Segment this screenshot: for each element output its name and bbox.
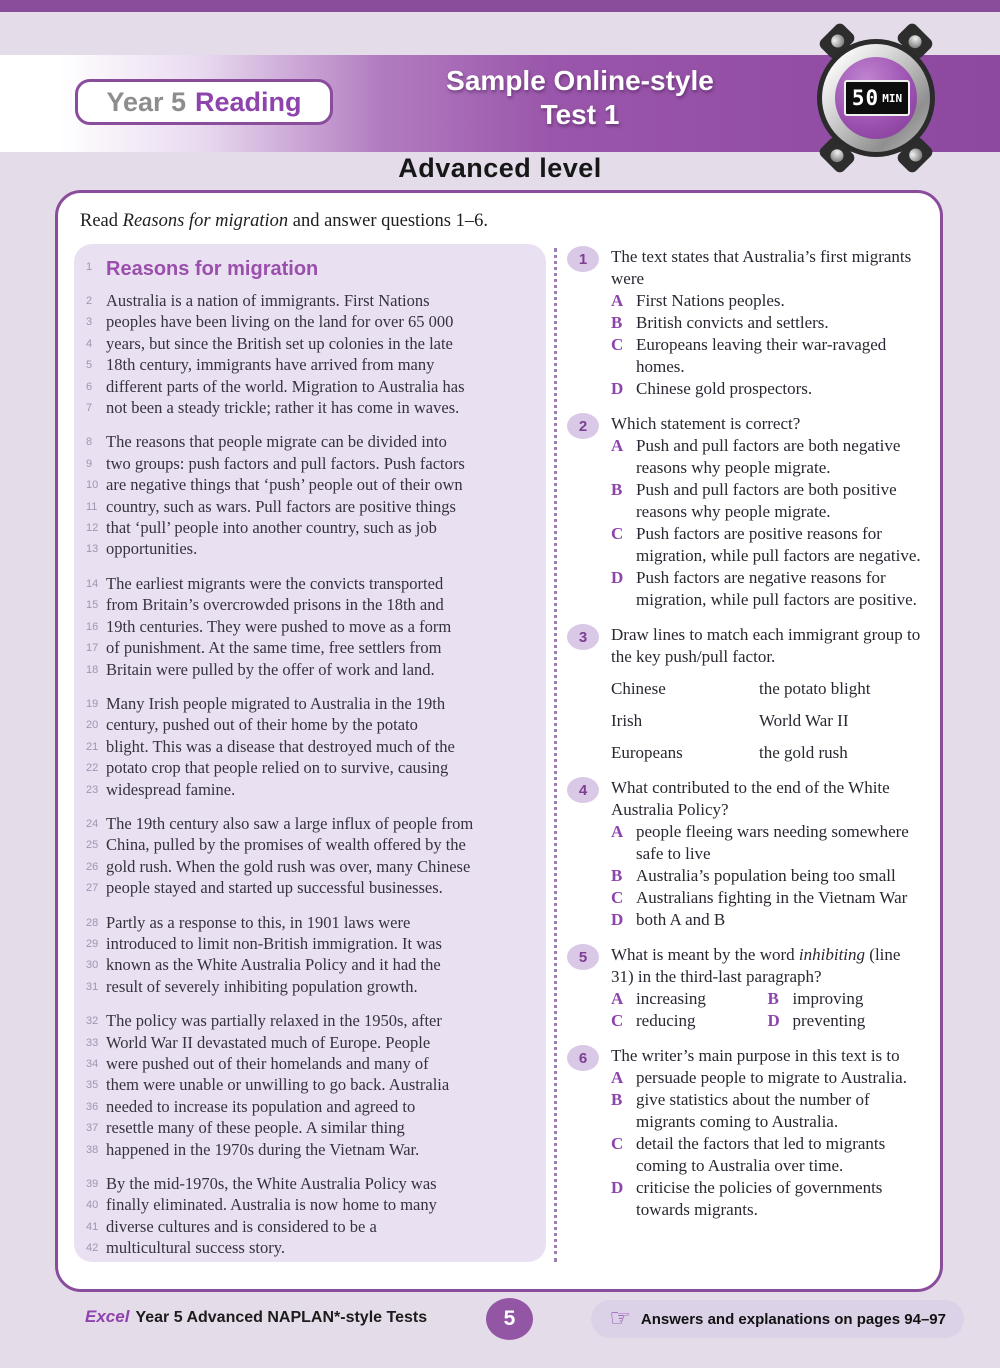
passage-paragraph [80, 573, 536, 680]
passage-line [80, 1194, 536, 1215]
line-text: peoples have been living on the land for over 65 000 [106, 312, 454, 332]
line-number: 41 [86, 1220, 99, 1233]
option-row [611, 567, 924, 611]
option-letter: D [611, 379, 624, 398]
line-text: known as the White Australia Policy and it had the [106, 955, 441, 975]
option-letter: C [611, 888, 624, 907]
line-number: 36 [86, 1100, 99, 1113]
options-list [611, 1067, 924, 1221]
question-stem [611, 1045, 924, 1067]
line-text: blight. This was a disease that destroyed much of the [106, 736, 455, 756]
line-number: 37 [86, 1122, 99, 1135]
line-text: two groups: push factors and pull factors. Push factors [106, 453, 465, 473]
timer-display [844, 80, 910, 116]
test-title [260, 64, 903, 132]
line-text: finally eliminated. Australia is now home to many [106, 1195, 437, 1215]
test-title-line1: Sample Online-style [446, 65, 714, 96]
line-text: 18th century, immigrants have arrived from many [106, 355, 435, 375]
question-body [611, 246, 924, 400]
line-text: people stayed and started up successful businesses. [106, 878, 443, 898]
line-text: gold rush. When the gold rush was over, many Chinese [106, 856, 471, 876]
passage-line [80, 1173, 536, 1194]
page-number-badge: 5 [486, 1298, 533, 1340]
instruction-line [80, 211, 924, 232]
option-row [611, 887, 924, 909]
line-text: years, but since the British set up colonies in the late [106, 333, 453, 353]
passage-column [74, 244, 546, 1262]
line-text: century, pushed out of their home by the potato [106, 715, 418, 735]
line-text: needed to increase its population and agreed to [106, 1096, 416, 1116]
option-text: Push factors are negative reasons for migration, while pull factors are positive. [636, 568, 917, 609]
passage-paragraph [80, 1010, 536, 1160]
passage-line [80, 397, 536, 418]
line-number: 30 [86, 959, 99, 972]
answers-reference-pill [591, 1300, 964, 1338]
passage-line [80, 659, 536, 680]
line-number: 35 [86, 1079, 99, 1092]
grade-label: Year 5 [106, 86, 187, 117]
option-text: detail the factors that led to migrants coming to Australia over time. [636, 1134, 886, 1175]
question-body [611, 413, 924, 611]
option-letter: A [611, 291, 624, 310]
line-number: 32 [86, 1015, 99, 1028]
line-number: 17 [86, 642, 99, 655]
option-letter: B [611, 866, 623, 885]
series-credit [85, 1307, 427, 1327]
option-text: British convicts and settlers. [636, 313, 829, 332]
question-number-badge: 1 [567, 246, 599, 272]
passage-line [80, 1010, 536, 1031]
passage-line [80, 693, 536, 714]
page-footer [0, 1298, 1000, 1346]
option-letter: D [611, 910, 624, 929]
line-text: World War II devastated much of Europe. People [106, 1032, 431, 1052]
line-number: 8 [86, 436, 93, 449]
passage-line [80, 714, 536, 735]
passage-line [80, 1053, 536, 1074]
passage-line [80, 1117, 536, 1138]
pointing-hand-icon: ☞ [609, 1305, 631, 1332]
line-text: The policy was partially relaxed in the 1950s, after [106, 1011, 442, 1031]
option-text: Australia’s population being too small [636, 866, 896, 885]
line-text: opportunities. [106, 539, 198, 559]
passage-line [80, 616, 536, 637]
question-number-badge: 5 [567, 944, 599, 970]
options-list [611, 988, 924, 1032]
stem-text: Which statement is correct? [611, 414, 801, 433]
line-text: The reasons that people migrate can be divided into [106, 432, 447, 452]
test-title-line2: Test 1 [540, 99, 620, 130]
top-border-strip [0, 0, 1000, 12]
option-letter: B [767, 989, 779, 1008]
option-text: preventing [792, 1011, 866, 1030]
question-number-badge: 4 [567, 777, 599, 803]
stem-text: The text states that Australia’s first migrants were [611, 247, 912, 288]
line-text: result of severely inhibiting population growth. [106, 976, 418, 996]
match-left-item: Europeans [611, 743, 683, 762]
line-number: 29 [86, 937, 99, 950]
question-stem [611, 624, 924, 668]
line-number: 5 [86, 359, 93, 372]
passage-line [80, 573, 536, 594]
passage-line [80, 637, 536, 658]
line-text: China, pulled by the promises of wealth offered by the [106, 835, 466, 855]
brand-logo: Excel [85, 1307, 130, 1326]
questions-column [567, 244, 924, 1262]
passage-line [80, 376, 536, 397]
question-stem [611, 777, 924, 821]
option-letter: C [611, 524, 624, 543]
question-body [611, 944, 924, 1032]
option-row [611, 988, 768, 1010]
timer-icon [815, 25, 937, 171]
line-number: 9 [86, 457, 93, 470]
timer-minutes: 50 [851, 86, 880, 110]
passage-line [80, 933, 536, 954]
passage-paragraph [80, 693, 536, 800]
two-column-layout [74, 244, 924, 1262]
option-letter: C [611, 1011, 624, 1030]
instruction-suffix: and answer questions 1–6. [288, 211, 488, 231]
option-letter: C [611, 1134, 624, 1153]
stem-text: Draw lines to match each immigrant group to the key push/pull factor. [611, 625, 921, 666]
line-number: 27 [86, 882, 99, 895]
line-number: 10 [86, 479, 99, 492]
line-number: 21 [86, 740, 99, 753]
stem-text: What contributed to the end of the White Australia Policy? [611, 778, 890, 819]
passage-line [80, 779, 536, 800]
option-text: criticise the policies of governments towards migrants. [636, 1178, 883, 1219]
line-number: 19 [86, 697, 99, 710]
line-text: potato crop that people relied on to survive, causing [106, 758, 449, 778]
option-row [611, 334, 924, 378]
option-letter: C [611, 335, 624, 354]
option-text: increasing [636, 989, 706, 1008]
line-number: 28 [86, 916, 99, 929]
passage-paragraphs [80, 290, 536, 1259]
stem-text: (line 31) in the third-last paragraph? [611, 945, 901, 986]
line-text: that ‘pull’ people into another country, such as job [106, 518, 437, 538]
question-stem [611, 413, 924, 435]
line-number: 3 [86, 316, 93, 329]
line-text: are negative things that ‘push’ people out of their own [106, 475, 463, 495]
line-text: Many Irish people migrated to Australia in the 19th [106, 693, 446, 713]
line-text: Australia is a nation of immigrants. First Nations [106, 291, 430, 310]
line-number: 6 [86, 380, 93, 393]
passage-line [80, 1032, 536, 1053]
passage-line [80, 453, 536, 474]
option-text: Chinese gold prospectors. [636, 379, 813, 398]
option-row [611, 865, 924, 887]
passage-line [80, 912, 536, 933]
line-text: diverse cultures and is considered to be a [106, 1216, 377, 1236]
question-body [611, 1045, 924, 1221]
option-letter: B [611, 1090, 623, 1109]
line-text: Britain were pulled by the offer of work and land. [106, 659, 435, 679]
column-divider [554, 248, 557, 1262]
timer-unit: MIN [882, 91, 903, 105]
option-row [611, 1089, 924, 1133]
line-number: 23 [86, 783, 99, 796]
line-text: not been a steady trickle; rather it has come in waves. [106, 398, 460, 418]
options-list [611, 290, 924, 400]
option-letter: A [611, 436, 624, 455]
stem-text: The writer’s main purpose in this text is to [611, 1046, 900, 1065]
option-letter: B [611, 480, 623, 499]
option-row [611, 290, 924, 312]
option-row [611, 909, 924, 931]
line-text: different parts of the world. Migration to Australia has [106, 376, 465, 396]
option-row [611, 523, 924, 567]
line-number: 39 [86, 1178, 99, 1191]
option-text: Push and pull factors are both positive reasons why people migrate. [636, 480, 897, 521]
match-right-item: the gold rush [759, 743, 848, 762]
line-number: 4 [86, 337, 93, 350]
option-row [768, 1010, 925, 1032]
option-row [611, 1177, 924, 1221]
question [567, 777, 924, 931]
passage-line [80, 354, 536, 375]
line-text: The earliest migrants were the convicts transported [106, 573, 444, 593]
option-text: reducing [636, 1011, 696, 1030]
passage-paragraph [80, 431, 536, 559]
passage-title-row [80, 256, 536, 282]
line-number: 24 [86, 817, 99, 830]
option-letter: D [611, 1178, 624, 1197]
option-text: give statistics about the number of migrants coming to Australia. [636, 1090, 870, 1131]
instruction-passage-title: Reasons for migration [122, 211, 289, 231]
question [567, 624, 924, 764]
line-number: 14 [86, 577, 99, 590]
line-text: introduced to limit non-British immigration. It was [106, 933, 442, 953]
line-text: The 19th century also saw a large influx of people from [106, 813, 474, 833]
passage-line [80, 877, 536, 898]
line-text: were pushed out of their homelands and many of [106, 1054, 429, 1073]
question-stem [611, 944, 924, 988]
series-title: Year 5 Advanced NAPLAN*-style Tests [135, 1309, 428, 1326]
option-text: Push factors are positive reasons for migration, while pull factors are negative. [636, 524, 921, 565]
test-content-panel [55, 190, 943, 1292]
passage-line [80, 736, 536, 757]
line-text: them were unable or unwilling to go back. Australia [106, 1075, 450, 1095]
question-body [611, 624, 924, 764]
screw-icon [906, 32, 924, 50]
stem-text: inhibiting [798, 945, 866, 964]
line-text: By the mid-1970s, the White Australia Policy was [106, 1174, 437, 1194]
line-text: from Britain’s overcrowded prisons in the 18th and [106, 595, 444, 615]
question [567, 413, 924, 611]
passage-box [74, 244, 546, 1262]
line-number: 7 [86, 402, 93, 415]
passage-line [80, 1074, 536, 1095]
passage-line [80, 594, 536, 615]
match-list [611, 678, 924, 764]
match-left-item: Irish [611, 711, 643, 730]
option-text: persuade people to migrate to Australia. [636, 1068, 907, 1087]
instruction-prefix: Read [80, 211, 123, 231]
passage-line [80, 813, 536, 834]
passage-line [80, 1096, 536, 1117]
line-number: 15 [86, 599, 99, 612]
passage-line [80, 856, 536, 877]
question-number-badge: 6 [567, 1045, 599, 1071]
line-text: Partly as a response to this, in 1901 laws were [106, 912, 411, 932]
passage-line [80, 431, 536, 452]
option-text: both A and B [636, 910, 726, 929]
question [567, 1045, 924, 1221]
option-row [611, 378, 924, 400]
question [567, 944, 924, 1032]
line-number: 22 [86, 762, 99, 775]
passage-line [80, 517, 536, 538]
option-letter: D [611, 568, 624, 587]
line-number: 31 [86, 980, 99, 993]
match-row [611, 678, 924, 700]
option-row [611, 1067, 924, 1089]
match-right-item: World War II [759, 711, 849, 730]
passage-paragraph [80, 1173, 536, 1259]
line-number: 26 [86, 860, 99, 873]
option-text: Push and pull factors are both negative reasons why people migrate. [636, 436, 901, 477]
option-text: First Nations peoples. [636, 291, 785, 310]
line-number: 16 [86, 620, 99, 633]
options-list [611, 821, 924, 931]
option-row [768, 988, 925, 1010]
line-text: country, such as wars. Pull factors are positive things [106, 496, 456, 516]
line-number: 42 [86, 1242, 99, 1255]
line-number: 38 [86, 1143, 99, 1156]
option-row [611, 1133, 924, 1177]
option-letter: B [611, 313, 623, 332]
options-list [611, 435, 924, 611]
line-text: 19th centuries. They were pushed to move as a form [106, 616, 452, 636]
match-right-item: the potato blight [759, 679, 871, 698]
passage-line [80, 474, 536, 495]
option-text: Europeans leaving their war-ravaged homes. [636, 335, 887, 376]
passage-line [80, 496, 536, 517]
option-row [611, 435, 924, 479]
question-number-badge: 2 [567, 413, 599, 439]
question-number-badge: 3 [567, 624, 599, 650]
line-text: happened in the 1970s during the Vietnam War. [106, 1139, 420, 1159]
passage-line [80, 311, 536, 332]
line-number: 11 [86, 500, 98, 513]
option-text: people fleeing wars needing somewhere safe to live [636, 822, 909, 863]
passage-line [80, 290, 536, 311]
option-row [611, 821, 924, 865]
option-row [611, 312, 924, 334]
line-number: 2 [86, 295, 93, 307]
subject-label: Reading [195, 86, 302, 117]
option-letter: D [767, 1011, 780, 1030]
answers-reference-text: Answers and explanations on pages 94–97 [640, 1310, 946, 1328]
passage-line [80, 1139, 536, 1160]
passage-paragraph [80, 912, 536, 998]
passage-line [80, 1237, 536, 1258]
option-letter: A [611, 1068, 624, 1087]
passage-title: Reasons for migration [106, 258, 319, 280]
passage-line [80, 538, 536, 559]
line-text: of punishment. At the same time, free settlers from [106, 638, 442, 658]
question-body [611, 777, 924, 931]
option-text: Australians fighting in the Vietnam War [636, 888, 908, 907]
line-number: 18 [86, 663, 99, 676]
passage-line [80, 1216, 536, 1237]
line-number: 12 [86, 522, 99, 535]
stem-text: What is meant by the word [611, 945, 799, 964]
passage-line [80, 834, 536, 855]
line-number: 25 [86, 839, 99, 852]
passage-paragraph [80, 813, 536, 899]
match-row [611, 742, 924, 764]
passage-paragraph [80, 290, 536, 418]
option-text: improving [792, 989, 864, 1008]
line-number: 1 [86, 261, 93, 273]
passage-line [80, 333, 536, 354]
line-number: 20 [86, 719, 99, 732]
option-letter: A [611, 989, 624, 1008]
line-number: 34 [86, 1058, 99, 1070]
option-row [611, 1010, 768, 1032]
question [567, 246, 924, 400]
line-text: widespread famine. [106, 779, 236, 799]
match-left-item: Chinese [611, 679, 666, 698]
line-number: 33 [86, 1036, 99, 1049]
passage-line [80, 954, 536, 975]
line-text: multicultural success story. [106, 1238, 286, 1258]
match-row [611, 710, 924, 732]
question-stem [611, 246, 924, 290]
option-row [611, 479, 924, 523]
option-letter: A [611, 822, 624, 841]
level-heading: Advanced level [398, 153, 602, 183]
line-number: 40 [86, 1199, 99, 1212]
line-number: 13 [86, 543, 99, 556]
passage-line [80, 757, 536, 778]
passage-line [80, 976, 536, 997]
line-text: resettle many of these people. A similar thing [106, 1118, 405, 1138]
